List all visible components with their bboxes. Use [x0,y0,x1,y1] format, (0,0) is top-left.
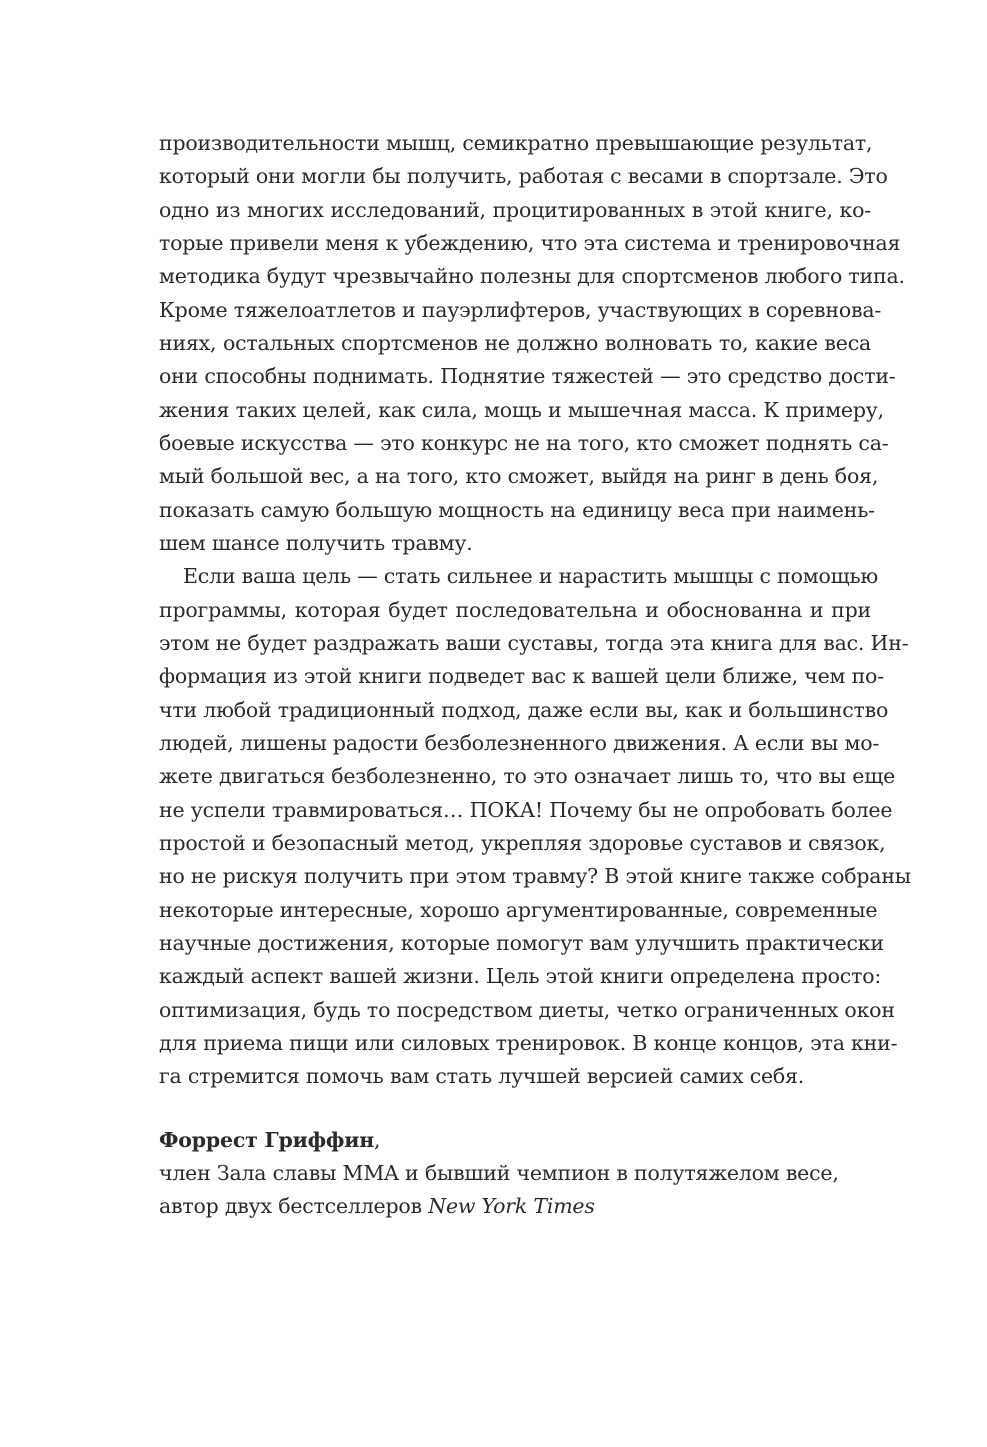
text-line: оптимизация, будь то посредством диеты, четко ограниченных окон [159,997,895,1022]
text-line: жения таких целей, как сила, мощь и мышечная масса. К примеру, [159,397,884,422]
text-line: но не рискуя получить при этом травму? В этой книге также собраны [159,864,911,889]
text-line: программы, которая будет последовательна и обоснованна и при [159,597,871,622]
text-line: га стремится помочь вам стать лучшей версией самих себя. [159,1064,805,1089]
text-line: шем шансе получить травму. [159,530,473,555]
signature-block [159,1124,871,1223]
text-line: простой и безопасный метод, укрепляя здоровье суставов и связок, [159,830,886,855]
text-line: каждый аспект вашей жизни. Цель этой книги определена просто: [159,964,882,989]
text-line: методика будут чрезвычайно полезны для спортсменов любого типа. [159,264,905,289]
text-line: мый большой вес, а на того, кто сможет, выйдя на ринг в день боя, [159,464,879,489]
name-suffix: , [374,1128,381,1152]
signature-name-line [159,1124,871,1157]
text-line: людей, лишены радости безболезненного движения. А если вы мо- [159,730,880,755]
signature-author-line [159,1190,871,1223]
author-prefix: автор двух бестселлеров [159,1194,429,1218]
text-line: не успели травмироваться… ПОКА! Почему бы не опробовать более [159,797,893,822]
text-line: для приема пищи или силовых тренировок. В конце концов, эта кни- [159,1030,898,1055]
text-line: Кроме тяжелоатлетов и пауэрлифтеров, участвующих в соревнова- [159,297,882,322]
text-line: научные достижения, которые помогут вам улучшить практически [159,930,884,955]
author-name: Форрест Гриффин [159,1128,375,1152]
text-line: производительности мышц, семикратно превышающие результат, [159,131,873,155]
text-line: показать самую большую мощность на единицу веса при наимень- [159,497,875,522]
body-text [159,127,911,1094]
text-line: некоторые интересные, хорошо аргументированные, современные [159,897,878,922]
text-line: формация из этой книги подведет вас к вашей цели ближе, чем по- [159,664,884,689]
text-line: чти любой традиционный подход, даже если вы, как и большинство [159,697,889,722]
text-line: торые привели меня к убеждению, что эта система и тренировочная [159,230,901,255]
text-line: одно из многих исследований, процитированных в этой книге, ко- [159,197,871,222]
text-line: они способны поднимать. Поднятие тяжестей — это средство дости- [159,364,896,389]
publication-name: New York Times [428,1194,595,1218]
signature-title-line: член Зала славы MMA и бывший чемпион в полутяжелом весе, [159,1161,839,1185]
text-line: ниях, остальных спортсменов не должно волновать то, какие веса [159,330,871,355]
text-line: этом не будет раздражать ваши суставы, тогда эта книга для вас. Ин- [159,630,909,655]
text-line: который они могли бы получить, работая с весами в спортзале. Это [159,164,888,189]
text-line: боевые искусства — это конкурс не на того, кто сможет поднять са- [159,430,889,455]
text-line: Если ваша цель — стать сильнее и нарастить мышцы с помощью [183,564,879,589]
text-line: жете двигаться безболезненно, то это означает лишь то, что вы еще [159,764,896,789]
